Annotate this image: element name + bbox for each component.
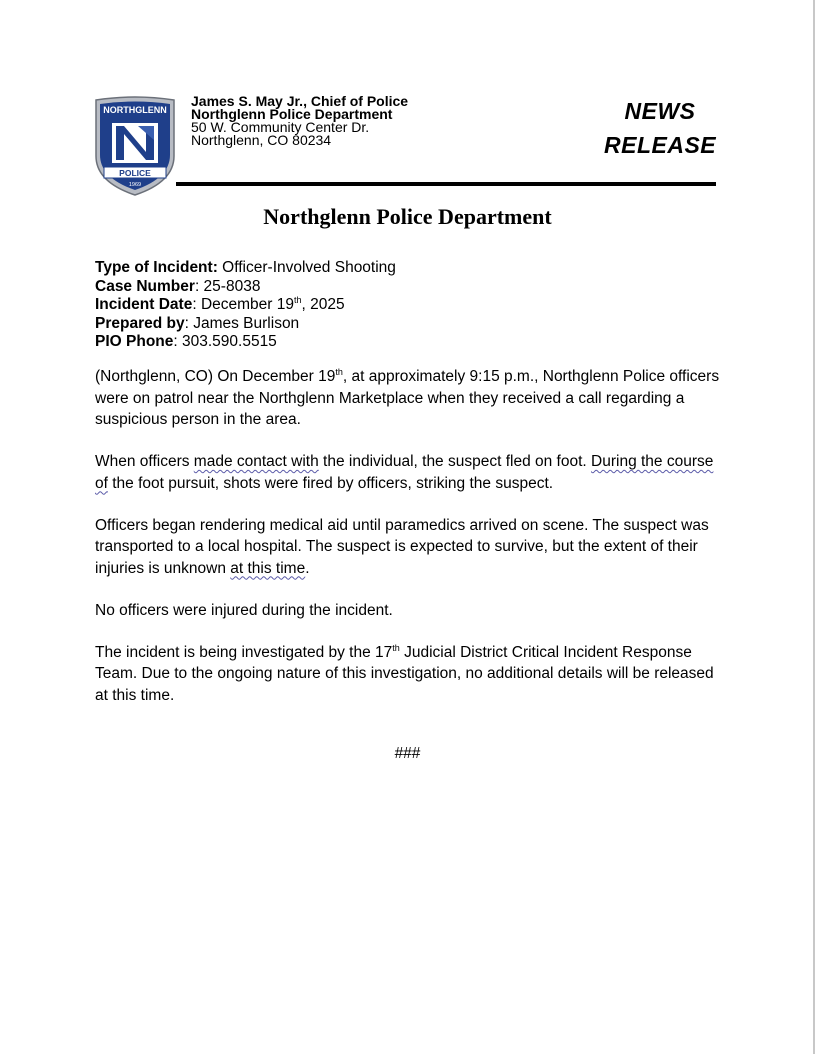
incident-date-suffix: th bbox=[294, 295, 302, 306]
p5-text-a: The incident is being investigated by the 17 bbox=[95, 643, 393, 661]
p5-text-b: Judicial District Critical Incident Response Team. Due to the ongoing nature of this investigation, no additional details will be released at this time. bbox=[95, 643, 714, 704]
badge-year: 1969 bbox=[128, 182, 142, 188]
p1-suffix: th bbox=[335, 367, 343, 377]
incident-type-row bbox=[95, 259, 396, 278]
incident-date-label: Incident Date bbox=[95, 296, 193, 314]
case-number-label: Case Number bbox=[95, 277, 195, 295]
pio-phone-label: PIO Phone bbox=[95, 333, 174, 351]
police-badge-logo bbox=[94, 96, 176, 196]
badge-top-text: NORTHGLENN bbox=[103, 105, 167, 115]
p3-text-a: Officers began rendering medical aid until paramedics arrived on scene. The suspect was transported to a local hospital. The suspect is expected to survive, but the extent of their injuries is unknown bbox=[95, 516, 709, 577]
document-title: Northglenn Police Department bbox=[263, 204, 552, 229]
news-release-heading bbox=[604, 94, 716, 162]
chief-name: James S. May Jr., Chief of Police bbox=[191, 93, 409, 109]
city-address: Northglenn, CO 80234 bbox=[191, 132, 332, 148]
street-address: 50 W. Community Center Dr. bbox=[191, 119, 370, 135]
prepared-by-value: : James Burlison bbox=[184, 314, 300, 332]
end-mark: ### bbox=[394, 745, 421, 762]
case-number-value: : 25-8038 bbox=[194, 277, 261, 295]
p1-text-a: (Northglenn, CO) On December 19 bbox=[95, 368, 336, 385]
case-number-row bbox=[95, 278, 396, 297]
paragraph-4: No officers were injured during the incident. bbox=[95, 601, 393, 619]
incident-details bbox=[95, 259, 396, 352]
badge-banner-text: POLICE bbox=[119, 168, 151, 178]
letterhead-address bbox=[191, 95, 408, 147]
department-name: Northglenn Police Department bbox=[191, 106, 393, 122]
p3-text-b: . bbox=[305, 559, 310, 577]
prepared-by-row bbox=[95, 315, 396, 334]
incident-date-year: , 2025 bbox=[301, 296, 345, 314]
p5-suffix: th bbox=[392, 642, 400, 653]
prepared-by-label: Prepared by bbox=[95, 314, 185, 332]
header-divider bbox=[176, 182, 716, 186]
pio-phone-row bbox=[95, 333, 396, 352]
p2-text-b: the individual, the suspect fled on foot. bbox=[318, 453, 592, 470]
release-body bbox=[95, 366, 725, 727]
p2-grammar-flag-2: During the course of bbox=[95, 453, 714, 492]
p2-text-c: the foot pursuit, shots were fired by officers, striking the suspect. bbox=[107, 474, 554, 492]
incident-type-label: Type of Incident: bbox=[95, 259, 218, 276]
paragraph-3 bbox=[95, 515, 725, 580]
paragraph-2 bbox=[95, 451, 725, 494]
p1-text-b: , at approximately 9:15 p.m., Northglenn Police officers were on patrol near the Northglenn Marketplace when they received a call regarding a suspicious person in the area. bbox=[95, 368, 720, 428]
incident-date-value: : December 19 bbox=[192, 296, 294, 314]
p3-grammar-flag: at this time bbox=[230, 559, 306, 577]
incident-date-row bbox=[95, 296, 396, 315]
p2-text-a: When officers bbox=[95, 453, 194, 470]
incident-type-value: Officer-Involved Shooting bbox=[217, 259, 396, 276]
pio-phone-value: : 303.590.5515 bbox=[173, 333, 277, 351]
paragraph-1 bbox=[95, 366, 725, 431]
paragraph-5 bbox=[95, 642, 725, 707]
release-label: RELEASE bbox=[604, 132, 717, 158]
news-label: NEWS bbox=[624, 98, 696, 124]
p2-grammar-flag-1: made contact with bbox=[193, 453, 319, 470]
